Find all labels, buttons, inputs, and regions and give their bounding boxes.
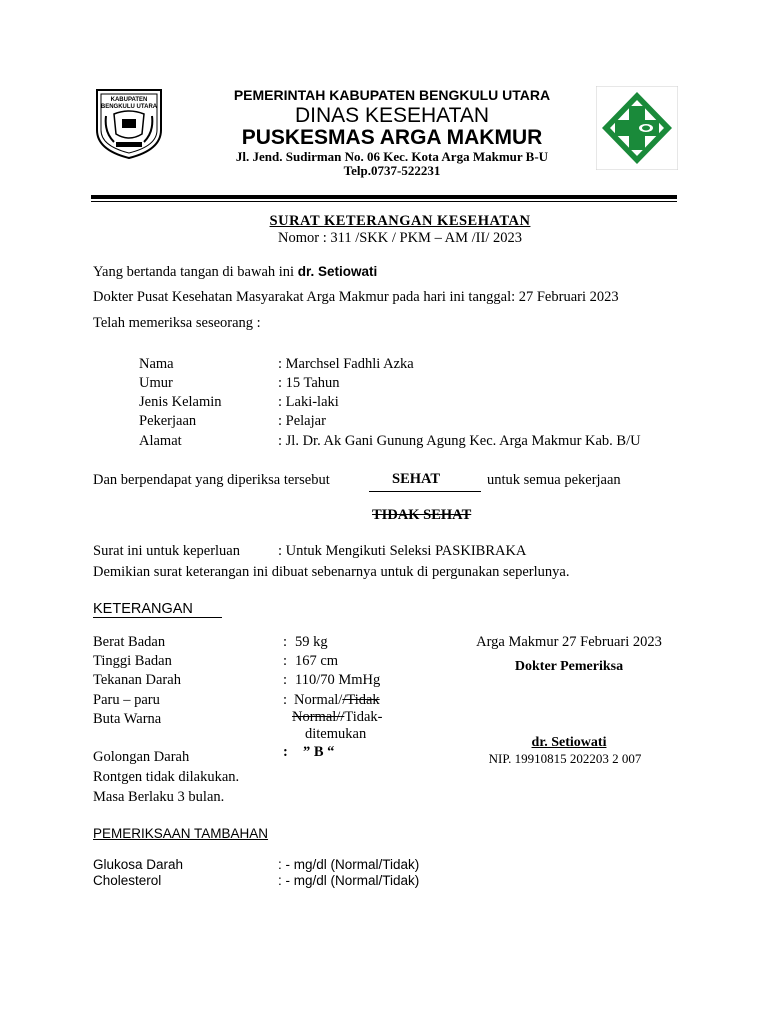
regency-emblem-icon	[92, 86, 166, 160]
blood-type-label: Golongan Darah	[93, 749, 190, 765]
keterangan-heading: KETERANGAN	[93, 601, 193, 617]
lungs-colon: :	[283, 692, 288, 708]
validity-note: Masa Berlaku 3 bulan.	[93, 789, 225, 805]
patient-value-age: : 15 Tahun	[278, 375, 340, 391]
weight-colon: :	[283, 634, 288, 650]
keterangan-underline	[93, 617, 222, 618]
puskesmas-cross-icon	[596, 86, 678, 170]
purpose-label: Surat ini untuk keperluan	[93, 543, 240, 559]
patient-value-address: : Jl. Dr. Ak Gani Gunung Agung Kec. Arga Makmur Kab. B/U	[278, 433, 641, 449]
height-label: Tinggi Badan	[93, 653, 172, 669]
lungs-not-normal: /Tidak	[342, 692, 380, 708]
signature-name: dr. Setiowati	[531, 735, 607, 750]
patient-value-gender: : Laki-laki	[278, 394, 339, 410]
purpose-value: : Untuk Mengikuti Seleksi PASKIBRAKA	[278, 543, 527, 559]
patient-label-age: Umur	[139, 375, 173, 391]
lungs-label: Paru – paru	[93, 692, 160, 708]
color-blind-label: Buta Warna	[93, 711, 162, 727]
intro-line-2: Dokter Pusat Kesehatan Masyarakat Arga Makmur pada hari ini tanggal: 27 Februari 2023	[93, 289, 619, 305]
header-government: PEMERINTAH KABUPATEN BENGKULU UTARA	[233, 87, 551, 103]
weight-label: Berat Badan	[93, 634, 166, 650]
patient-value-job: : Pelajar	[278, 413, 326, 429]
signature-place-date: Arga Makmur 27 Februari 2023	[476, 634, 662, 650]
patient-value-name: : Marchsel Fadhli Azka	[278, 356, 414, 372]
header-facility: PUSKESMAS ARGA MAKMUR	[241, 126, 543, 149]
patient-label-name: Nama	[139, 356, 174, 372]
blood-pressure-value: 110/70 MmHg	[295, 672, 381, 688]
intro-line-1	[93, 264, 377, 281]
color-blind-slash-struck: /	[340, 709, 345, 725]
header-agency: DINAS KESEHATAN	[294, 104, 490, 127]
weight-value: 59 kg	[295, 634, 328, 650]
height-value: 167 cm	[295, 653, 339, 669]
height-colon: :	[283, 653, 288, 669]
lungs-normal: Normal/	[294, 692, 343, 708]
lungs-value	[294, 692, 380, 709]
color-blind-value	[292, 709, 383, 726]
patient-label-job: Pekerjaan	[139, 413, 197, 429]
patient-label-address: Alamat	[139, 433, 182, 449]
header-divider-thin	[91, 201, 677, 202]
glucose-label: Glukosa Darah	[93, 857, 184, 872]
glucose-value: : - mg/dl (Normal/Tidak)	[278, 857, 420, 872]
blood-type-colon: :	[283, 744, 288, 760]
color-blind-normal-struck: Normal/	[292, 709, 341, 725]
signature-nip: NIP. 19910815 202203 2 007	[488, 751, 642, 766]
xray-note: Rontgen tidak dilakukan.	[93, 769, 240, 785]
additional-exam-heading: PEMERIKSAAN TAMBAHAN	[93, 826, 269, 841]
cholesterol-value: : - mg/dl (Normal/Tidak)	[278, 873, 420, 888]
color-blind-tidak: Tidak-	[344, 709, 383, 725]
verdict-underline	[369, 491, 481, 492]
intro-prefix: Yang bertanda tangan di bawah ini	[93, 264, 298, 280]
cholesterol-label: Cholesterol	[93, 873, 162, 888]
header-divider	[91, 195, 677, 199]
header-phone: Telp.0737-522231	[343, 163, 441, 178]
header-address: Jl. Jend. Sudirman No. 06 Kec. Kota Arga Makmur B-U	[235, 149, 549, 164]
blood-pressure-colon: :	[283, 672, 288, 688]
logo-text-top: KABUPATEN	[110, 97, 148, 103]
blood-pressure-label: Tekanan Darah	[93, 672, 181, 688]
blood-type-value: ” B “	[303, 744, 335, 760]
document-number: Nomor : 311 /SKK / PKM – AM /II/ 2023	[278, 230, 522, 246]
patient-label-gender: Jenis Kelamin	[139, 394, 222, 410]
verdict-prefix: Dan berpendapat yang diperiksa tersebut	[93, 472, 330, 488]
logo-text-bottom: BENGKULU UTARA	[100, 104, 158, 110]
document-title: SURAT KETERANGAN KESEHATAN	[269, 213, 531, 229]
doctor-name: dr. Setiowati	[297, 264, 378, 279]
verdict-suffix: untuk semua pekerjaan	[487, 472, 621, 488]
verdict-healthy: SEHAT	[392, 471, 441, 487]
signature-role: Dokter Pemeriksa	[514, 659, 624, 674]
color-blind-found: ditemukan	[305, 726, 367, 742]
intro-line-3: Telah memeriksa seseorang :	[93, 315, 261, 331]
verdict-not-healthy: TIDAK SEHAT	[372, 507, 472, 523]
closing-statement: Demikian surat keterangan ini dibuat sebenarnya untuk di pergunakan seperlunya.	[93, 564, 570, 580]
